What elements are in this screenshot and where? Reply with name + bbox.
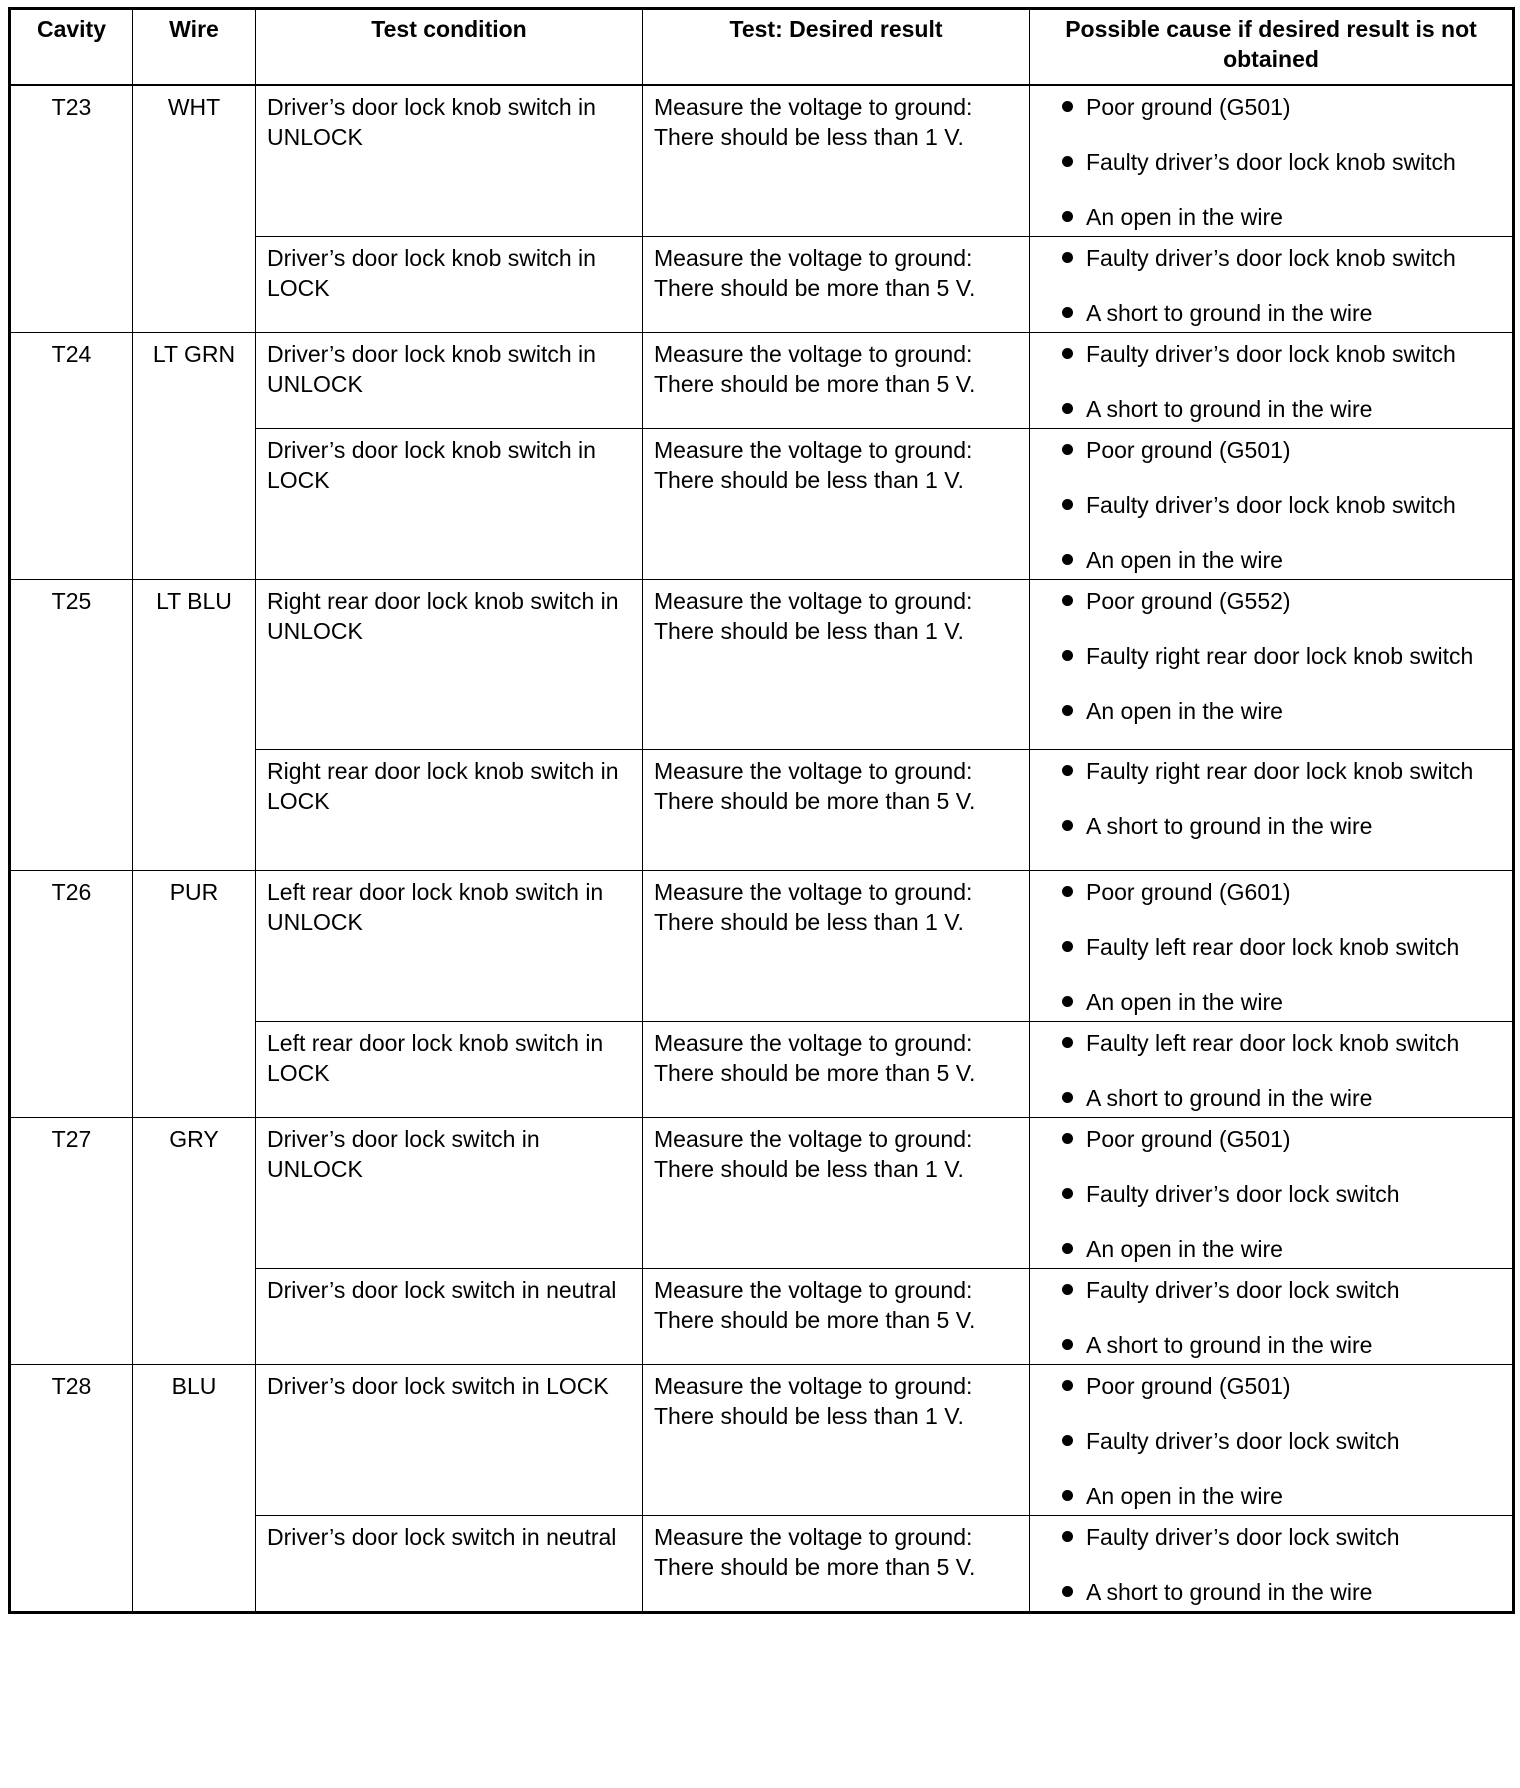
cause-item — [1034, 298, 1508, 328]
test-condition-cell: Driver’s door lock switch in neutral — [256, 1268, 643, 1364]
cause-item — [1034, 811, 1508, 841]
bullet-icon — [1062, 1243, 1073, 1254]
header-test-condition: Test condition — [256, 9, 643, 85]
cause-text: Faulty driver’s door lock switch — [1086, 1276, 1400, 1303]
wire-cell: GRY — [133, 1117, 256, 1364]
bullet-icon — [1062, 444, 1073, 455]
bullet-icon — [1062, 1435, 1073, 1446]
bullet-icon — [1062, 211, 1073, 222]
bullet-icon — [1062, 1092, 1073, 1103]
bullet-icon — [1062, 1339, 1073, 1350]
possible-cause-cell — [1030, 332, 1514, 428]
cavity-cell: T26 — [10, 870, 133, 1117]
troubleshooting-table — [8, 7, 1515, 1614]
cause-item — [1034, 92, 1508, 122]
desired-result-cell: Measure the voltage to ground: There should be less than 1 V. — [643, 428, 1030, 579]
cause-item — [1034, 339, 1508, 369]
desired-result-cell: Measure the voltage to ground: There should be more than 5 V. — [643, 236, 1030, 332]
bullet-icon — [1062, 705, 1073, 716]
bullet-icon — [1062, 1380, 1073, 1391]
cause-item — [1034, 394, 1508, 424]
desired-result-cell: Measure the voltage to ground: There should be more than 5 V. — [643, 1268, 1030, 1364]
cause-item — [1034, 696, 1508, 726]
header-cavity: Cavity — [10, 9, 133, 85]
cause-text: An open in the wire — [1086, 988, 1283, 1015]
possible-cause-cell — [1030, 236, 1514, 332]
wire-cell: LT BLU — [133, 579, 256, 870]
cause-list — [1034, 1522, 1508, 1607]
possible-cause-cell — [1030, 579, 1514, 749]
cause-list — [1034, 92, 1508, 232]
cause-list — [1034, 586, 1508, 726]
cause-list — [1034, 1275, 1508, 1360]
cause-item — [1034, 1234, 1508, 1264]
possible-cause-cell — [1030, 749, 1514, 870]
cause-item — [1034, 1371, 1508, 1401]
bullet-icon — [1062, 1037, 1073, 1048]
cause-item — [1034, 932, 1508, 962]
possible-cause-cell — [1030, 1515, 1514, 1612]
bullet-icon — [1062, 1531, 1073, 1542]
cause-text: Faulty driver’s door lock knob switch — [1086, 491, 1456, 518]
cause-item — [1034, 243, 1508, 273]
cause-item — [1034, 490, 1508, 520]
desired-result-cell: Measure the voltage to ground: There should be less than 1 V. — [643, 85, 1030, 237]
cause-item — [1034, 987, 1508, 1017]
cause-list — [1034, 1371, 1508, 1511]
bullet-icon — [1062, 1284, 1073, 1295]
possible-cause-cell — [1030, 428, 1514, 579]
possible-cause-cell — [1030, 85, 1514, 237]
desired-result-cell: Measure the voltage to ground: There should be more than 5 V. — [643, 1021, 1030, 1117]
cause-item — [1034, 1179, 1508, 1209]
cause-text: Faulty driver’s door lock knob switch — [1086, 244, 1456, 271]
bullet-icon — [1062, 765, 1073, 776]
cause-text: An open in the wire — [1086, 1482, 1283, 1509]
table-row — [10, 85, 1514, 237]
bullet-icon — [1062, 403, 1073, 414]
desired-result-cell: Measure the voltage to ground: There should be more than 5 V. — [643, 749, 1030, 870]
bullet-icon — [1062, 348, 1073, 359]
cavity-cell: T23 — [10, 85, 133, 333]
cause-text: Faulty driver’s door lock switch — [1086, 1427, 1400, 1454]
cause-text: Faulty right rear door lock knob switch — [1086, 642, 1474, 669]
cause-item — [1034, 1426, 1508, 1456]
cause-text: Poor ground (G601) — [1086, 878, 1291, 905]
header-desired-result: Test: Desired result — [643, 9, 1030, 85]
cause-item — [1034, 1124, 1508, 1154]
document-page — [8, 7, 1512, 1781]
cause-text: Faulty driver’s door lock knob switch — [1086, 340, 1456, 367]
cause-item — [1034, 435, 1508, 465]
bullet-icon — [1062, 101, 1073, 112]
cause-text: Poor ground (G501) — [1086, 1125, 1291, 1152]
cause-text: An open in the wire — [1086, 697, 1283, 724]
cause-text: Poor ground (G501) — [1086, 436, 1291, 463]
cause-text: A short to ground in the wire — [1086, 1578, 1373, 1605]
bullet-icon — [1062, 820, 1073, 831]
desired-result-cell: Measure the voltage to ground: There should be less than 1 V. — [643, 1117, 1030, 1268]
bullet-icon — [1062, 1133, 1073, 1144]
wire-cell: BLU — [133, 1364, 256, 1612]
desired-result-cell: Measure the voltage to ground: There should be more than 5 V. — [643, 332, 1030, 428]
cause-item — [1034, 1275, 1508, 1305]
bullet-icon — [1062, 650, 1073, 661]
header-possible-cause: Possible cause if desired result is not obtained — [1030, 9, 1514, 85]
test-condition-cell: Right rear door lock knob switch in UNLOCK — [256, 579, 643, 749]
bullet-icon — [1062, 499, 1073, 510]
table-row — [10, 1117, 1514, 1268]
cause-text: Faulty driver’s door lock knob switch — [1086, 148, 1456, 175]
cause-item — [1034, 1330, 1508, 1360]
table-row — [10, 332, 1514, 428]
cause-item — [1034, 1577, 1508, 1607]
cause-item — [1034, 1083, 1508, 1113]
possible-cause-cell — [1030, 1117, 1514, 1268]
cause-item — [1034, 1522, 1508, 1552]
cavity-cell: T28 — [10, 1364, 133, 1612]
possible-cause-cell — [1030, 870, 1514, 1021]
bullet-icon — [1062, 554, 1073, 565]
bullet-icon — [1062, 595, 1073, 606]
cavity-cell: T27 — [10, 1117, 133, 1364]
cause-text: Faulty left rear door lock knob switch — [1086, 933, 1460, 960]
wire-cell: WHT — [133, 85, 256, 333]
test-condition-cell: Right rear door lock knob switch in LOCK — [256, 749, 643, 870]
cause-item — [1034, 641, 1508, 671]
cause-list — [1034, 339, 1508, 424]
bullet-icon — [1062, 941, 1073, 952]
wire-cell: LT GRN — [133, 332, 256, 579]
table-row — [10, 870, 1514, 1021]
cause-item — [1034, 1028, 1508, 1058]
cause-text: Poor ground (G501) — [1086, 1372, 1291, 1399]
cause-text: A short to ground in the wire — [1086, 395, 1373, 422]
test-condition-cell: Driver’s door lock switch in UNLOCK — [256, 1117, 643, 1268]
desired-result-cell: Measure the voltage to ground: There should be more than 5 V. — [643, 1515, 1030, 1612]
cause-text: Poor ground (G501) — [1086, 93, 1291, 120]
bullet-icon — [1062, 996, 1073, 1007]
cause-text: A short to ground in the wire — [1086, 1084, 1373, 1111]
header-wire: Wire — [133, 9, 256, 85]
bullet-icon — [1062, 156, 1073, 167]
cause-list — [1034, 243, 1508, 328]
bullet-icon — [1062, 252, 1073, 263]
test-condition-cell: Driver’s door lock knob switch in UNLOCK — [256, 85, 643, 237]
header-row — [10, 9, 1514, 85]
test-condition-cell: Driver’s door lock knob switch in LOCK — [256, 428, 643, 579]
cause-text: A short to ground in the wire — [1086, 812, 1373, 839]
bullet-icon — [1062, 1188, 1073, 1199]
cause-item — [1034, 147, 1508, 177]
cause-text: An open in the wire — [1086, 203, 1283, 230]
cause-item — [1034, 586, 1508, 616]
cause-list — [1034, 756, 1508, 841]
cause-list — [1034, 877, 1508, 1017]
possible-cause-cell — [1030, 1021, 1514, 1117]
desired-result-cell: Measure the voltage to ground: There should be less than 1 V. — [643, 870, 1030, 1021]
cause-text: An open in the wire — [1086, 546, 1283, 573]
cause-text: Faulty driver’s door lock switch — [1086, 1180, 1400, 1207]
cause-item — [1034, 1481, 1508, 1511]
bullet-icon — [1062, 1586, 1073, 1597]
test-condition-cell: Driver’s door lock switch in LOCK — [256, 1364, 643, 1515]
test-condition-cell: Left rear door lock knob switch in UNLOCK — [256, 870, 643, 1021]
cause-list — [1034, 1124, 1508, 1264]
cause-text: Faulty driver’s door lock switch — [1086, 1523, 1400, 1550]
bullet-icon — [1062, 1490, 1073, 1501]
desired-result-cell: Measure the voltage to ground: There should be less than 1 V. — [643, 579, 1030, 749]
cause-list — [1034, 1028, 1508, 1113]
cause-text: An open in the wire — [1086, 1235, 1283, 1262]
cause-text: A short to ground in the wire — [1086, 1331, 1373, 1358]
test-condition-cell: Left rear door lock knob switch in LOCK — [256, 1021, 643, 1117]
possible-cause-cell — [1030, 1268, 1514, 1364]
cause-text: Faulty left rear door lock knob switch — [1086, 1029, 1460, 1056]
cause-text: Faulty right rear door lock knob switch — [1086, 757, 1474, 784]
cavity-cell: T24 — [10, 332, 133, 579]
cause-text: A short to ground in the wire — [1086, 299, 1373, 326]
bullet-icon — [1062, 307, 1073, 318]
cavity-cell: T25 — [10, 579, 133, 870]
cause-list — [1034, 435, 1508, 575]
cause-item — [1034, 877, 1508, 907]
table-row — [10, 579, 1514, 749]
test-condition-cell: Driver’s door lock knob switch in UNLOCK — [256, 332, 643, 428]
table-row — [10, 1364, 1514, 1515]
test-condition-cell: Driver’s door lock switch in neutral — [256, 1515, 643, 1612]
wire-cell: PUR — [133, 870, 256, 1117]
cause-item — [1034, 756, 1508, 786]
test-condition-cell: Driver’s door lock knob switch in LOCK — [256, 236, 643, 332]
cause-item — [1034, 545, 1508, 575]
bullet-icon — [1062, 886, 1073, 897]
desired-result-cell: Measure the voltage to ground: There should be less than 1 V. — [643, 1364, 1030, 1515]
table-body — [10, 85, 1514, 1613]
cause-text: Poor ground (G552) — [1086, 587, 1291, 614]
cause-item — [1034, 202, 1508, 232]
possible-cause-cell — [1030, 1364, 1514, 1515]
